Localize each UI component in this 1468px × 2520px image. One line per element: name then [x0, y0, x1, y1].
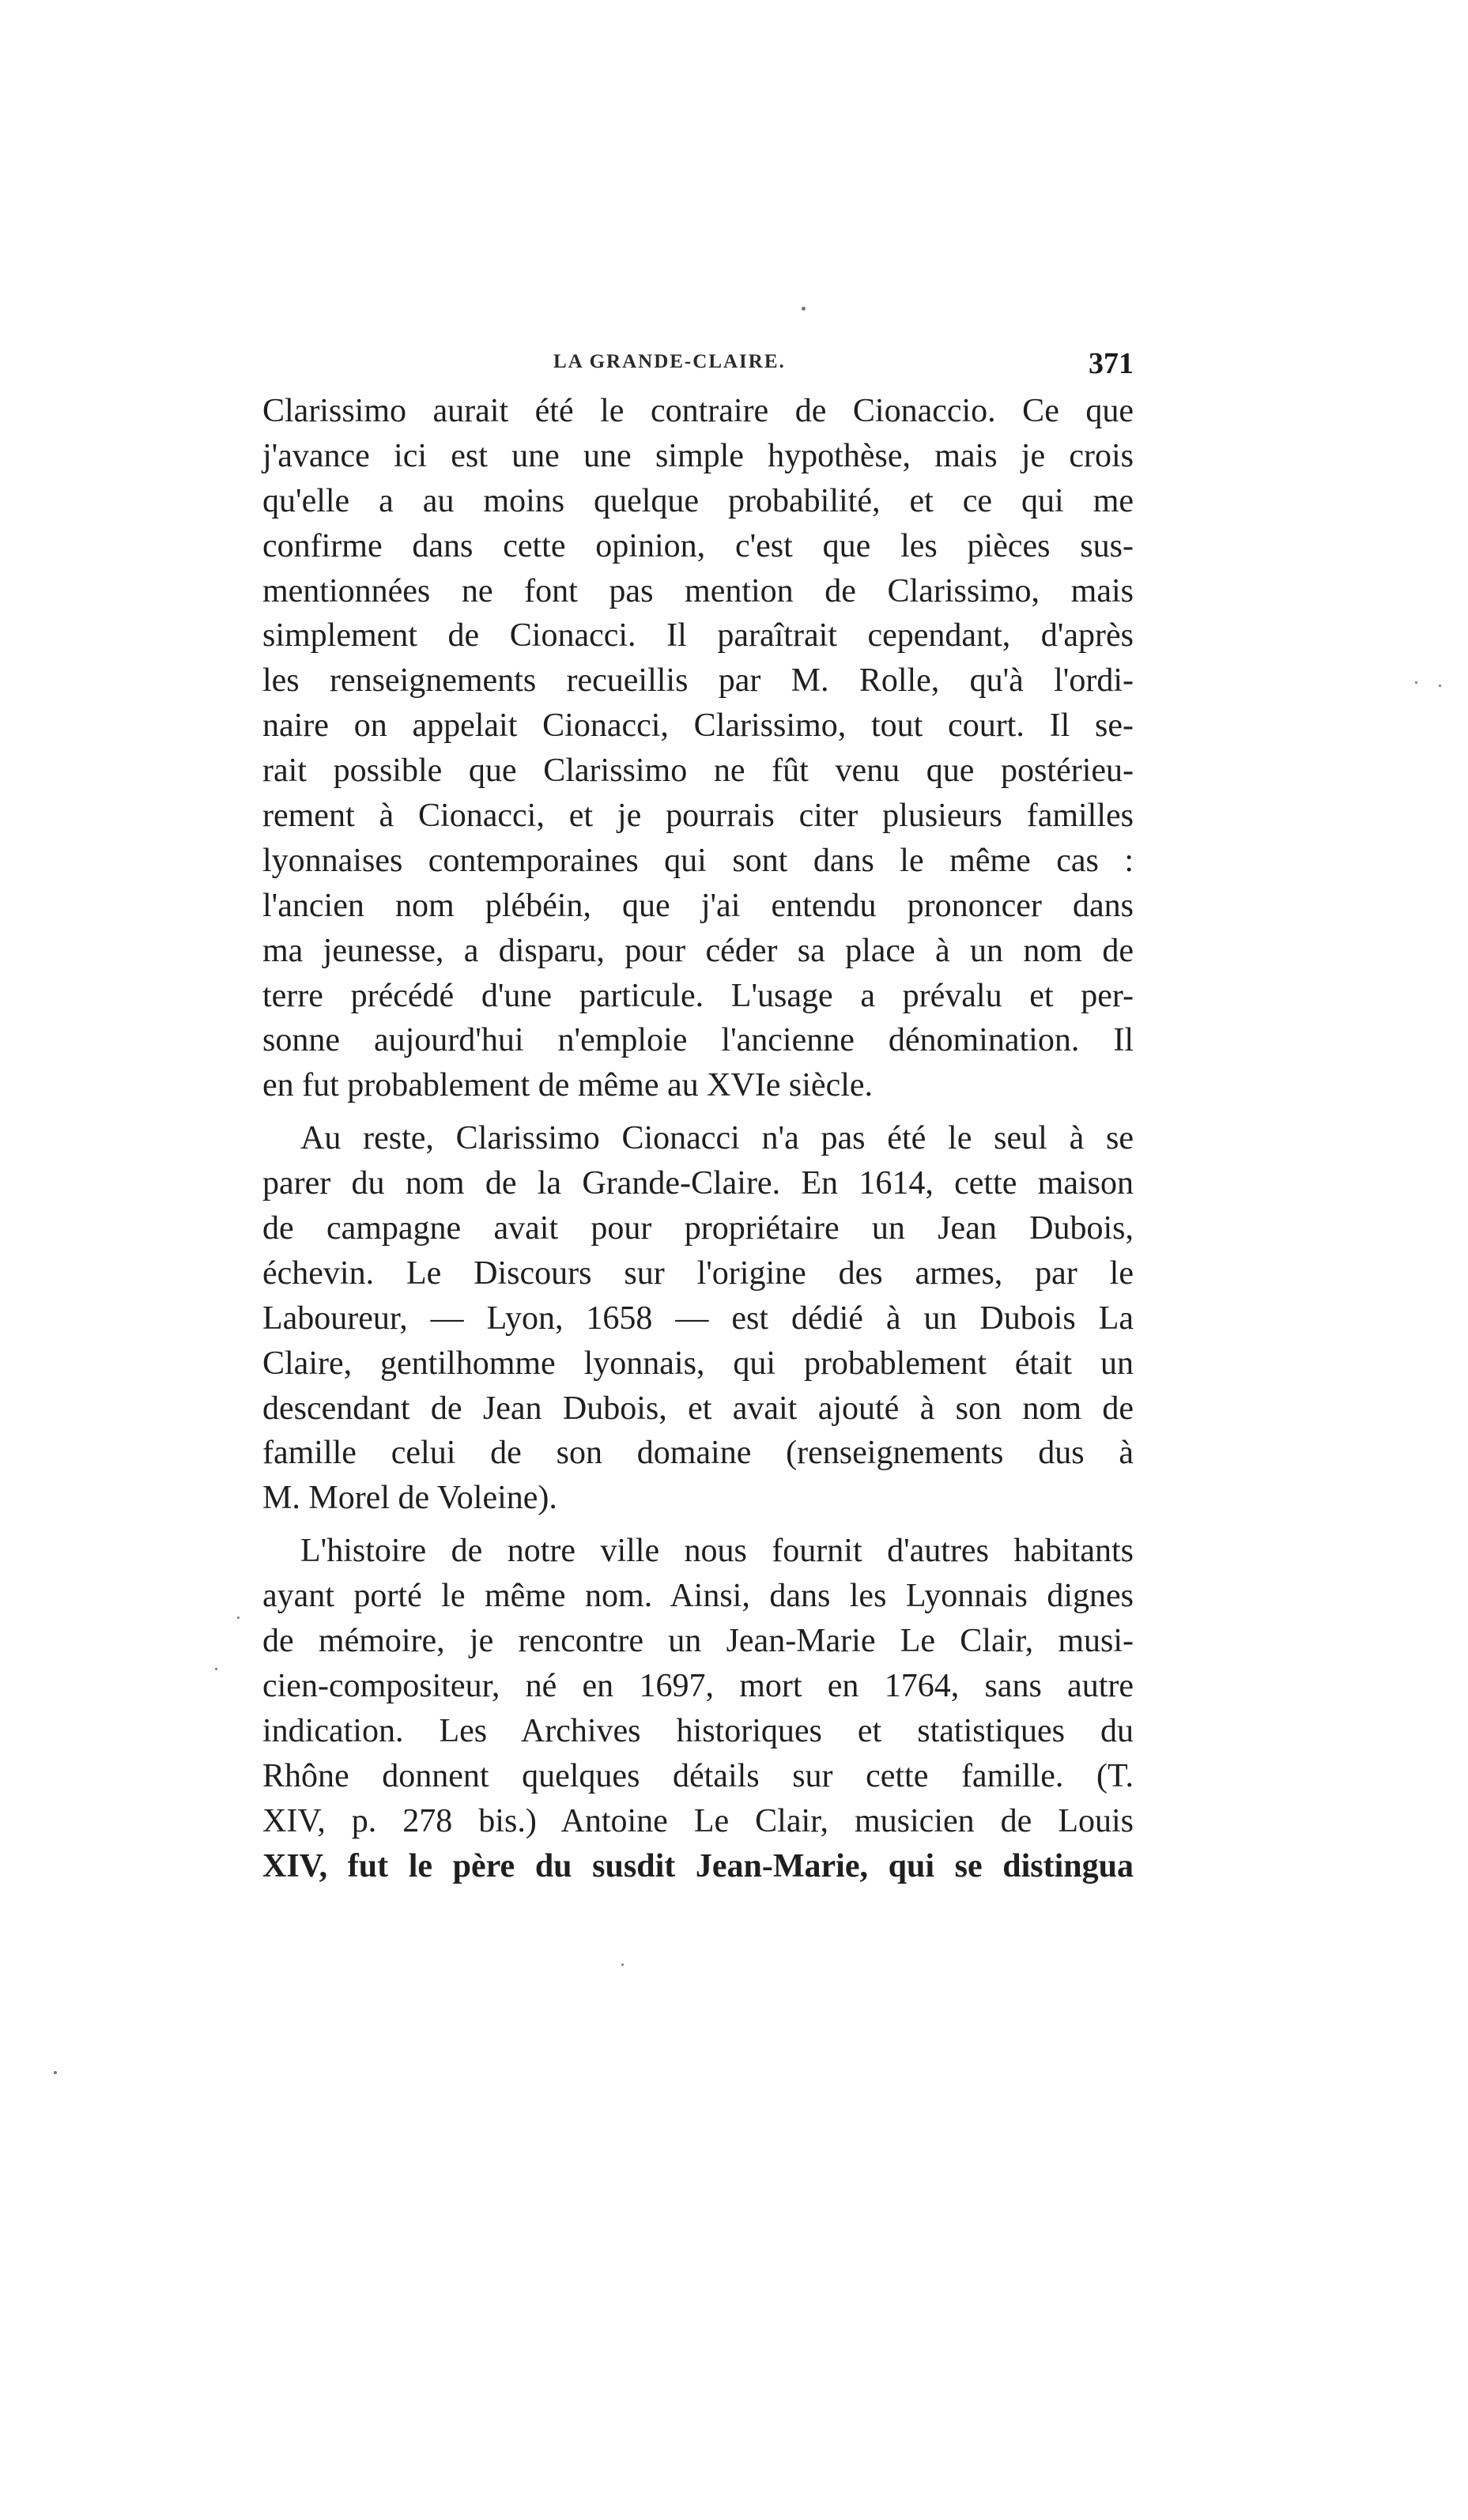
text-line: XIV, p. 278 bis.) Antoine Le Clair, musicien de Louis [262, 1802, 1134, 1839]
text-line: l'ancien nom plébéin, que j'ai entendu prononcer dans [262, 887, 1134, 924]
text-line: rement à Cionacci, et je pourrais citer plusieurs familles [262, 798, 1134, 835]
text-line: lyonnaises contemporaines qui sont dans le même cas : [262, 842, 1134, 879]
paper-speck [802, 307, 806, 311]
text-line: de campagne avait pour propriétaire un Jean Dubois, [262, 1210, 1134, 1247]
text-line: les renseignements recueillis par M. Rolle, qu'à l'ordi- [262, 662, 1134, 700]
paper-speck [215, 1668, 217, 1670]
text-line: ayant porté le même nom. Ainsi, dans les Lyonnais dignes [262, 1578, 1134, 1615]
paragraph-1 [262, 389, 1134, 1108]
running-title: LA GRANDE-CLAIRE. [553, 351, 786, 372]
paragraph-3 [262, 1529, 1134, 1888]
text-line: en fut probablement de même au XVIe siècle. [262, 1067, 874, 1104]
text-line: mentionnées ne font pas mention de Clarissimo, mais [262, 572, 1134, 609]
paper-speck [1415, 681, 1417, 684]
text-line: L'histoire de notre ville nous fournit d'autres habitants [300, 1533, 1134, 1570]
text-line: de mémoire, je rencontre un Jean-Marie Le Clair, musi- [262, 1623, 1134, 1660]
text-line: qu'elle a au moins quelque probabilité, et ce qui me [262, 482, 1134, 519]
paper-speck [54, 2071, 57, 2074]
text-line: terre précédé d'une particule. L'usage a prévalu et per- [262, 977, 1134, 1014]
text-line: Rhône donnent quelques détails sur cette famille. (T. [262, 1757, 1134, 1794]
text-line: parer du nom de la Grande-Claire. En 1614, cette maison [262, 1165, 1134, 1202]
text-line: ma jeunesse, a disparu, pour céder sa place à un nom de [262, 932, 1134, 969]
text-line: Au reste, Clarissimo Cionacci n'a pas été le seul à se [300, 1120, 1134, 1157]
text-line: Clarissimo aurait été le contraire de Cionaccio. Ce que [262, 393, 1134, 429]
text-line: descendant de Jean Dubois, et avait ajouté à son nom de [262, 1390, 1134, 1427]
text-line: naire on appelait Cionacci, Clarissimo, tout court. Il se- [262, 707, 1134, 745]
text-line: M. Morel de Voleine). [262, 1480, 557, 1517]
page-number: 371 [1089, 347, 1134, 380]
paper-speck [1439, 685, 1441, 687]
text-line: sonne aujourd'hui n'emploie l'ancienne dénomination. Il [262, 1022, 1134, 1059]
text-line: cien-compositeur, né en 1697, mort en 1764, sans autre [262, 1667, 1134, 1704]
text-line: Laboureur, — Lyon, 1658 — est dédié à un Dubois La [262, 1300, 1134, 1337]
text-line: indication. Les Archives historiques et statistiques du [262, 1712, 1134, 1749]
page-header [262, 346, 1134, 378]
text-line: rait possible que Clarissimo ne fût venu que postérieu- [262, 753, 1134, 790]
paper-speck [621, 1964, 624, 1966]
body-text [262, 389, 1134, 1888]
text-line: famille celui de son domaine (renseignements dus à [262, 1435, 1134, 1472]
paragraph-2 [262, 1116, 1134, 1521]
text-line: confirme dans cette opinion, c'est que les pièces sus- [262, 527, 1134, 564]
text-line: XIV, fut le père du susdit Jean-Marie, qui se distingua [262, 1847, 1134, 1884]
text-line: échevin. Le Discours sur l'origine des armes, par le [262, 1254, 1134, 1292]
text-line: simplement de Cionacci. Il paraîtrait cependant, d'après [262, 617, 1134, 655]
text-line: Claire, gentilhomme lyonnais, qui probablement était un [262, 1345, 1134, 1382]
paper-speck [237, 1616, 240, 1619]
text-line: j'avance ici est une une simple hypothèse, mais je crois [262, 437, 1134, 474]
